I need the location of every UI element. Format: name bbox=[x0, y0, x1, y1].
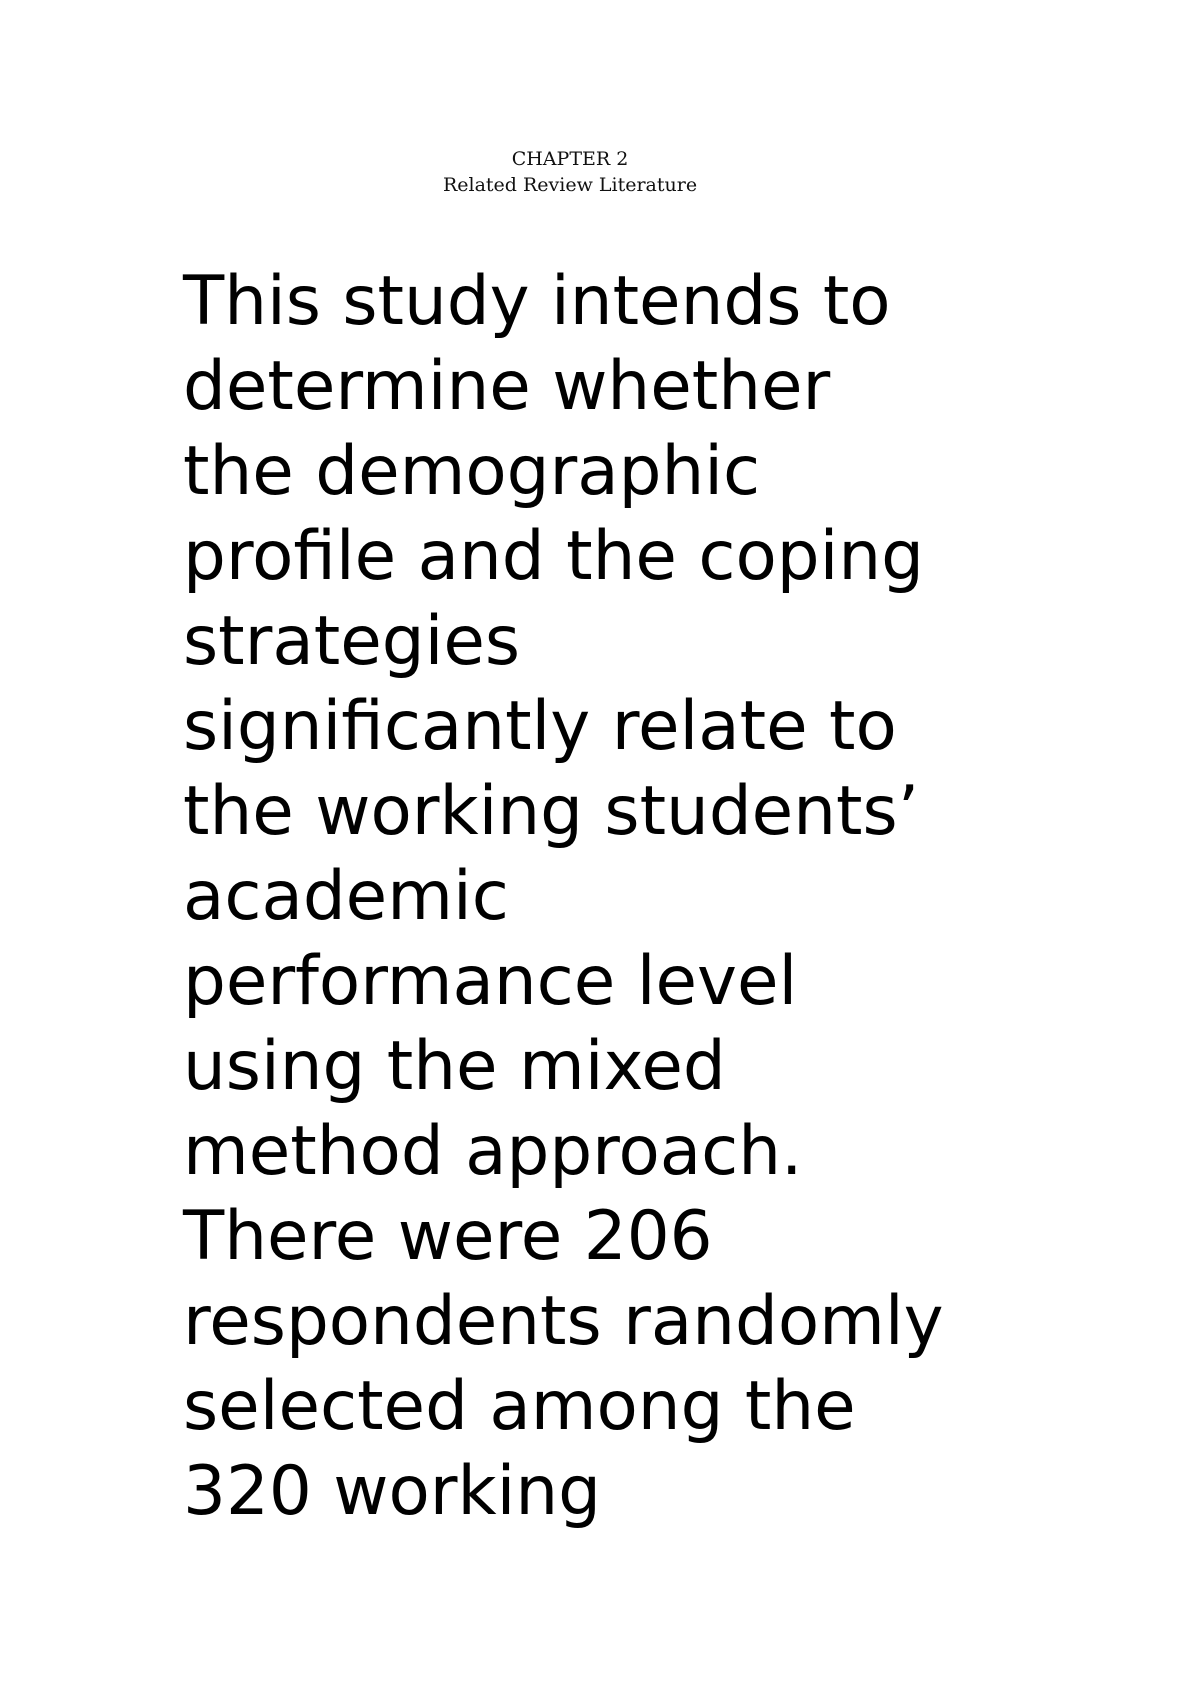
paragraph-line: There were 206 bbox=[183, 1196, 713, 1275]
paragraph-line: respondents randomly bbox=[183, 1281, 944, 1360]
paragraph-line: determine whether bbox=[183, 346, 831, 425]
chapter-title: Related Review Literature bbox=[442, 174, 698, 196]
chapter-number: CHAPTER 2 bbox=[511, 148, 629, 170]
body-paragraph bbox=[183, 258, 1043, 1533]
paragraph-line: 320 working bbox=[183, 1451, 602, 1530]
paragraph-line: strategies bbox=[183, 601, 521, 680]
paragraph-line: performance level bbox=[183, 941, 798, 1020]
paragraph-line: using the mixed bbox=[183, 1026, 726, 1105]
paragraph-line: significantly relate to bbox=[183, 686, 897, 765]
paragraph-line: the working students’ bbox=[183, 771, 920, 850]
paragraph-line: profile and the coping bbox=[183, 516, 924, 595]
paragraph-line: selected among the bbox=[183, 1366, 856, 1445]
paragraph-line: the demographic bbox=[183, 431, 761, 510]
paragraph-line: This study intends to bbox=[183, 261, 891, 340]
paragraph-line: method approach. bbox=[183, 1111, 803, 1190]
chapter-heading bbox=[0, 146, 1140, 198]
paragraph-line: academic bbox=[183, 856, 509, 935]
